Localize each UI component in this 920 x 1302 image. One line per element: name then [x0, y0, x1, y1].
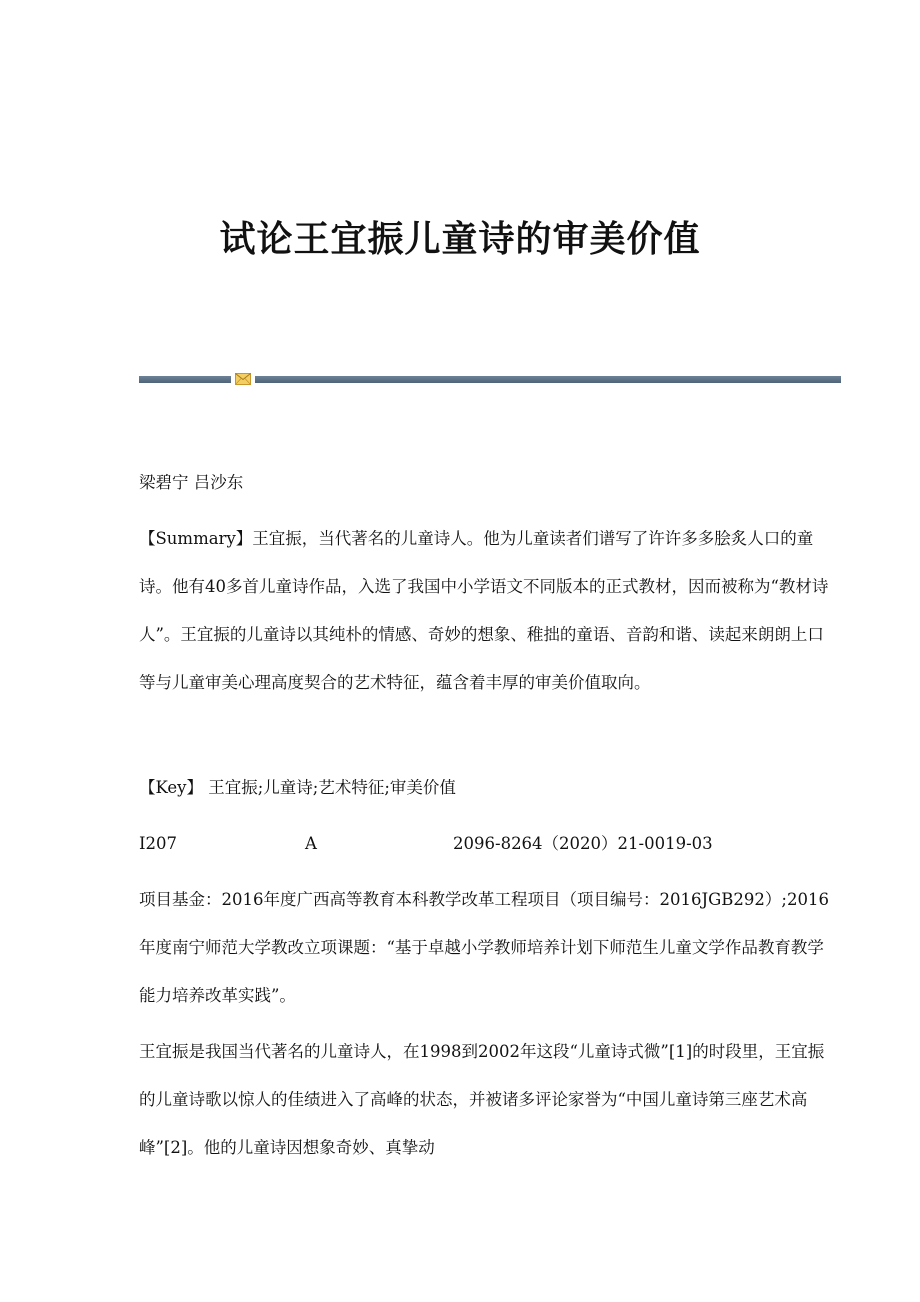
- divider-bar-right: [255, 376, 841, 383]
- issn-code: 2096-8264（2020）21-0019-03: [453, 834, 713, 853]
- classification-codes: [139, 820, 839, 868]
- abstract-paragraph: [139, 515, 839, 707]
- key-text: 王宜振;儿童诗;艺术特征;审美价值: [208, 778, 456, 797]
- summary-text: 王宜振，当代著名的儿童诗人。他为儿童读者们谱写了许许多多脍炙人口的童诗。他有40多首儿童诗作品，入选了我国中小学语文不同版本的正式教材，因而被称为“教材诗人”。王宜振的儿童诗以其纯朴的情感、奇妙的想象、稚拙的童语、音韵和谐、读起来朗朗上口等与儿童审美心理高度契合的艺术特征，蕴含着丰厚的审美价值取向。: [139, 529, 829, 692]
- divider-bar-left: [139, 376, 231, 383]
- keywords-paragraph: [139, 764, 839, 812]
- page-title: 试论王宜振儿童诗的审美价值: [219, 219, 701, 260]
- clc-code: I207: [139, 834, 178, 853]
- title-divider: [139, 372, 841, 386]
- funding-paragraph: 项目基金：2016年度广西高等教育本科教学改革工程项目（项目编号：2016JGB292）;2016年度南宁师范大学教改立项课题：“基于卓越小学教师培养计划下师范生儿童文学作品教育教学能力培养改革实践”。: [139, 890, 829, 1005]
- body-paragraph: 王宜振是我国当代著名的儿童诗人，在1998到2002年这段“儿童诗式微”[1]的时段里，王宜振的儿童诗歌以惊人的佳绩进入了高峰的状态，并被诸多评论家誉为“中国儿童诗第三座艺术高峰”[2]。他的儿童诗因想象奇妙、真挚动: [139, 1042, 825, 1157]
- envelope-icon: [235, 373, 251, 385]
- summary-label: 【Summary】: [139, 529, 253, 548]
- author-list: 梁碧宁 吕沙东: [139, 473, 244, 492]
- document-code: A: [305, 834, 317, 853]
- key-label: 【Key】: [139, 778, 203, 797]
